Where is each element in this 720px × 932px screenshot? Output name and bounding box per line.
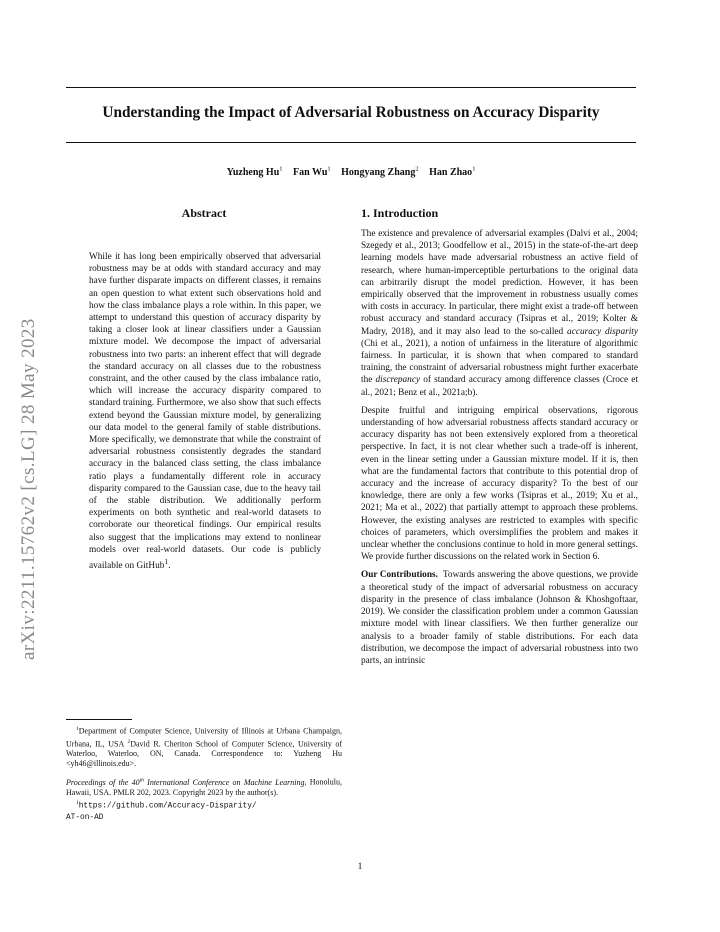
emphasis-accuracy-disparity: accuracy disparity (567, 326, 639, 337)
intro-text: (Chi et al., 2021), a notion of unfairness in the literature of algorithmic fairness. In particular, it is shown that when compared to standard training, the constraint of adversarial robustness might further exacerbate the (361, 338, 638, 386)
footnote-mark: 1 (76, 799, 79, 806)
footnote-rule (66, 719, 132, 720)
author (293, 167, 331, 178)
title-rule-bottom (66, 142, 636, 143)
author-name: Yuzheng Hu (226, 167, 280, 179)
code-url-footnote (66, 798, 342, 812)
code-url-line-1[interactable]: https://github.com/Accuracy-Disparity/ (78, 802, 257, 811)
proceedings-note (66, 775, 342, 798)
affiliation-mark: 1 (76, 726, 79, 732)
arxiv-stamp: arXiv:2211.15762v2 [cs.LG] 28 May 2023 (18, 318, 39, 660)
paper-title: Understanding the Impact of Adversarial Robustness on Accuracy Disparity (102, 104, 600, 121)
section-heading-introduction: 1. Introduction (361, 206, 439, 220)
author-affiliation-mark: 1 (327, 166, 331, 173)
proceedings-prefix: Proceedings of the 40 (66, 777, 140, 787)
author-affiliation-mark: 2 (415, 166, 419, 173)
author-affiliation-mark: 1 (279, 166, 283, 173)
footnote-mark: 1 (164, 557, 169, 567)
intro-text: The existence and prevalence of adversarial examples (Dalvi et al., 2004; Szegedy et al., 2013; Goodfellow et al., 2015) in the state-of-the-art deep learning models have made adversarial robustness an active field of research, where human-imperceptible perturbations to the original data can arbitrarily disrupt the model prediction. However, it has been empirically observed that the improvement in robustness usually comes with costs in accuracy. In particular, there might exist a trade-off between robust accuracy and standard accuracy (Tsipras et al., 2019; Kolter & Madry, 2018), and it may also lead to the so-called (361, 229, 638, 337)
author-name: Hongyang Zhang (341, 167, 416, 179)
contributions-text: Towards answering the above questions, we provide a theoretical study of the impact of adversarial robustness on accuracy disparity in the presence of class imbalance (Johnson & Khoshgoftaar, 2019). We consider the classification problem under a common Gaussian mixture model with linear classifiers. We then further generalize our analysis to a broader family of stable distributions. For each data distribution, we decompose the impact of adversarial robustness into two parts, an intrinsic (361, 570, 639, 666)
abstract-heading: Abstract (181, 206, 227, 220)
affiliation-text-2: David R. Cheriton School of Computer Science, University of Waterloo, Waterloo, ON, Canada. Correspondence to: Yuzheng Hu <yh46@illinois.edu>. (66, 739, 343, 769)
author-list (66, 166, 636, 178)
proceedings-ordinal: th (139, 777, 144, 784)
author (341, 167, 418, 178)
abstract-paragraph: While it has long been empirically observed that adversarial robustness may be at odds with standard accuracy and may have further disparate impacts on different classes, it remains an open question to what extent such observations hold and how the class imbalance plays a role within. In this paper, we attempt to understand this question of accuracy disparity by taking a closer look at linear classifiers under a Gaussian mixture model. We decompose the impact of adversarial robustness into two parts: an inherent effect that will degrade the standard accuracy on all classes due to the robustness constraint, and the other caused by the class imbalance ratio, which will increase the accuracy disparity compared to standard training. Furthermore, we also show that such effects extend beyond the Gaussian mixture model, by generalizing our data model to the general family of stable distributions. More specifically, we demonstrate that while the constraint of adversarial robustness consistently degrades the standard accuracy in the balanced class setting, the class imbalance ratio plays a fundamentally different role in accuracy disparity compared to the Gaussian case, due to the heavy tail of the stable distribution. We additionally perform experiments on both synthetic and real-world datasets to corroborate our theoretical findings. Our empirical results also suggest that the implications may extend to nonlinear models over real-world datasets. Our code is publicly available on GitHub (89, 252, 321, 572)
title-rule-top (66, 87, 636, 88)
author (429, 167, 475, 178)
proceedings-suffix: International Conference on Machine Learning (143, 777, 305, 787)
abstract-text: While it has long been empirically observed that adversarial robustness may be at odds with standard accuracy and may have further disparate impacts on different classes, it remains an open question to what extent such observations hold and how the class imbalance plays a role within. In this paper, we attempt to understand this question of accuracy disparity by taking a closer look at linear classifiers under a Gaussian mixture model. We decompose the impact of adversarial robustness into two parts: an inherent effect that will degrade the standard accuracy on all classes due to the robustness constraint, and the other caused by the class imbalance ratio, which will increase the accuracy disparity compared to standard training. Furthermore, we also show that such effects extend beyond the Gaussian mixture model, by generalizing our data model to the general family of stable distributions. More specifically, we demonstrate that while the constraint of adversarial robustness consistently degrades the standard accuracy in the balanced class setting, the class imbalance ratio plays a fundamentally different role in accuracy disparity compared to the Gaussian case, due to the heavy tail of the stable distribution. We additionally perform experiments on both synthetic and real-world datasets to corroborate our theoretical findings. Our empirical results also suggest that the implications may extend to nonlinear models over real-world datasets. Our code is publicly available on GitHub$^1$. (89, 252, 321, 572)
author-name: Fan Wu (293, 167, 328, 179)
emphasis-discrepancy: discrepancy (375, 375, 421, 386)
affiliation-text-1: Department of Computer Science, University of Illinois at Urbana Champaign, Urbana, IL, USA (66, 726, 342, 749)
proceedings-rest: , Honolulu, Hawaii, USA. PMLR 202, 2023. Copyright 2023 by the author(s). (66, 777, 342, 797)
author-affiliation-mark: 1 (472, 166, 476, 173)
author (227, 167, 283, 178)
author-name: Han Zhao (429, 167, 473, 179)
footnotes (66, 724, 342, 823)
intro-text: of standard accuracy among difference classes (Croce et al., 2021; Benz et al., 2021a;b). (361, 375, 638, 398)
affiliation-mark: 2 (127, 738, 131, 745)
code-url-continuation (66, 812, 342, 823)
intro-paragraph-1 (361, 228, 638, 399)
introduction-body (361, 228, 638, 667)
affiliation-footnote (66, 724, 342, 769)
contributions-heading: Our Contributions. (361, 570, 438, 581)
intro-paragraph-2: Despite fruitful and intriguing empirical observations, rigorous understanding of how adversarial robustness affects standard accuracy or accuracy disparity has not been extensively explored from a theoretical perspective. In fact, it is not clear whether such a trade-off is inherent, even in the linear setting under a Gaussian mixture model. If it is, then what are the fundamental factors that contribute to this potential drop of accuracy and the increase of accuracy disparity? To the best of our knowledge, there are only a few works (Tsipras et al., 2019; Xu et al., 2021; Ma et al., 2022) that partially attempt to approach these problems. However, the existing analyses are restricted to examples with specific choices of parameters, which oversimplifies the problem and makes it unclear whether the conclusions continue to hold in more general settings. We provide further discussions on the related work in Section 6. (361, 405, 638, 563)
code-url-line-2[interactable]: AT-on-AD (66, 813, 104, 822)
intro-paragraph-3 (361, 569, 638, 667)
page-number: 1 (357, 862, 363, 872)
